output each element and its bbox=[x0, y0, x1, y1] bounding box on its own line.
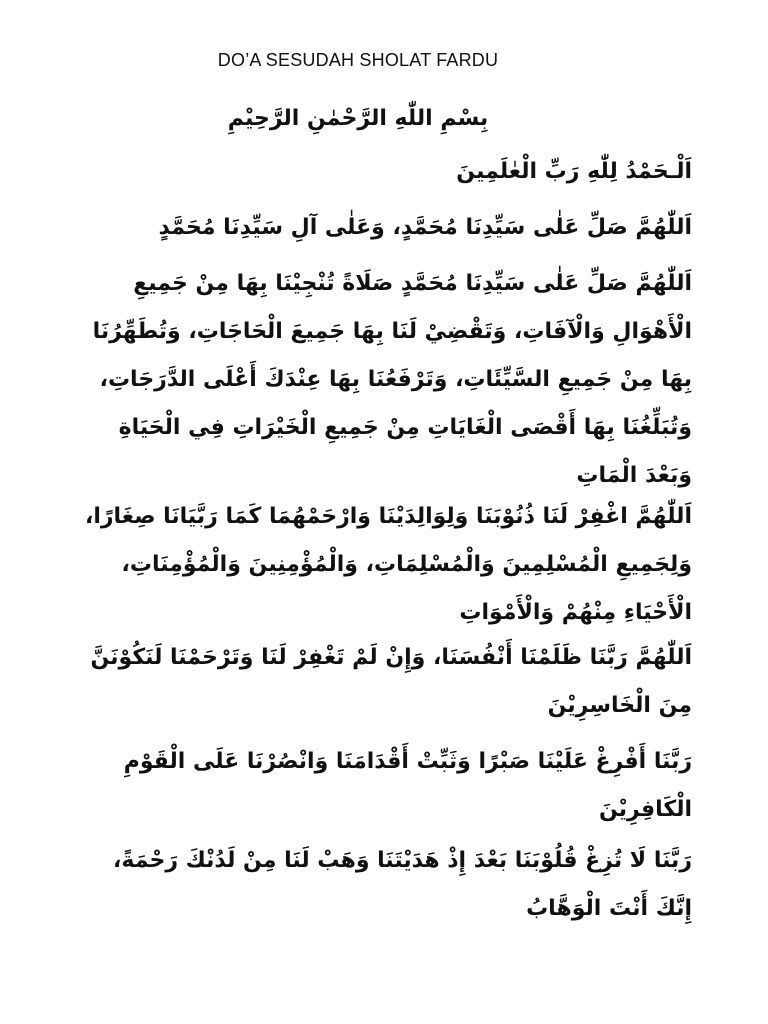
text-line: اَللّٰهُمَّ رَبَّنَا ظَلَمْنَا أَنْفُسَنَا، وَإِنْ لَمْ تَغْفِرْ لَنَا وَتَرْحَمْنَا لَنَكُوْنَنَّ bbox=[90, 645, 692, 670]
paragraph-shalawat-munjiyat bbox=[42, 260, 692, 500]
text-line: مِنَ الْخَاسِرِيْنَ bbox=[547, 693, 692, 718]
paragraph-shalawat-short bbox=[42, 204, 692, 252]
paragraph-rabbana-zalamna bbox=[42, 634, 692, 730]
text-line: الْكَافِرِيْنَ bbox=[598, 797, 692, 822]
text-line: إِنَّكَ أَنْتَ الْوَهَّابُ bbox=[526, 896, 692, 921]
text-line: اَللّٰهُمَّ صَلِّ عَلٰى سَيِّدِنَا مُحَمَّدٍ، وَعَلٰى آلِ سَيِّدِنَا مُحَمَّدٍ bbox=[158, 215, 692, 240]
text-line: اَللّٰهُمَّ صَلِّ عَلٰى سَيِّدِنَا مُحَمَّدٍ صَلَاةً تُنْجِيْنَا بِهَا مِنْ جَمِيعِ bbox=[133, 271, 692, 296]
text-line: وَلِجَمِيعِ الْمُسْلِمِينَ وَالْمُسْلِمَاتِ، وَالْمُؤْمِنِينَ وَالْمُؤْمِنَاتِ، bbox=[121, 552, 692, 577]
text-line: رَبَّنَا أَفْرِغْ عَلَيْنَا صَبْرًا وَثَبِّتْ أَقْدَامَنَا وَانْصُرْنَا عَلَى الْقَوْمِ bbox=[123, 749, 692, 774]
text-line: وَبَعْدَ الْمَاتِ bbox=[576, 463, 692, 488]
text-line: الْأَحْيَاءِ مِنْهُمْ وَالْأَمْوَاتِ bbox=[459, 600, 692, 625]
paragraph-rabbana-afrigh bbox=[42, 738, 692, 834]
text-line: اَللّٰهُمَّ اغْفِرْ لَنَا ذُنُوْبَنَا وَلِوَالِدَيْنَا وَارْحَمْهُمَا كَمَا رَبَّيَانَا صِغَارًا، bbox=[84, 504, 692, 529]
text-line: بِهَا مِنْ جَمِيعِ السَّيِّئَاتِ، وَتَرْفَعُنَا بِهَا عِنْدَكَ أَعْلَى الدَّرَجَاتِ، bbox=[99, 367, 692, 392]
document-title: DO’A SESUDAH SHOLAT FARDU bbox=[217, 50, 499, 70]
text-line: اَلْـحَمْدُ لِلّٰهِ رَبِّ الْعٰلَمِينَ bbox=[456, 159, 692, 184]
paragraph-hamdalah bbox=[42, 148, 692, 196]
basmala-line: بِسْمِ اللّٰهِ الرَّحْمٰنِ الرَّحِيْمِ bbox=[227, 106, 489, 131]
paragraph-rabbana-la-tuzigh bbox=[42, 837, 692, 933]
text-line: وَتُبَلِّغُنَا بِهَا أَقْصَى الْغَايَاتِ مِنْ جَمِيعِ الْخَيْرَاتِ فِي الْحَيَاةِ bbox=[118, 415, 692, 440]
text-line: الْأَهْوَالِ وَالْآفَاتِ، وَتَقْضِيْ لَنَا بِهَا جَمِيعَ الْحَاجَاتِ، وَتُطَهِّرُنَا bbox=[92, 319, 692, 344]
text-line: رَبَّنَا لَا تُزِغْ قُلُوْبَنَا بَعْدَ إِذْ هَدَيْتَنَا وَهَبْ لَنَا مِنْ لَدُنْكَ رَحْمَةً، bbox=[113, 848, 692, 873]
paragraph-istighfar-parents bbox=[42, 493, 692, 637]
